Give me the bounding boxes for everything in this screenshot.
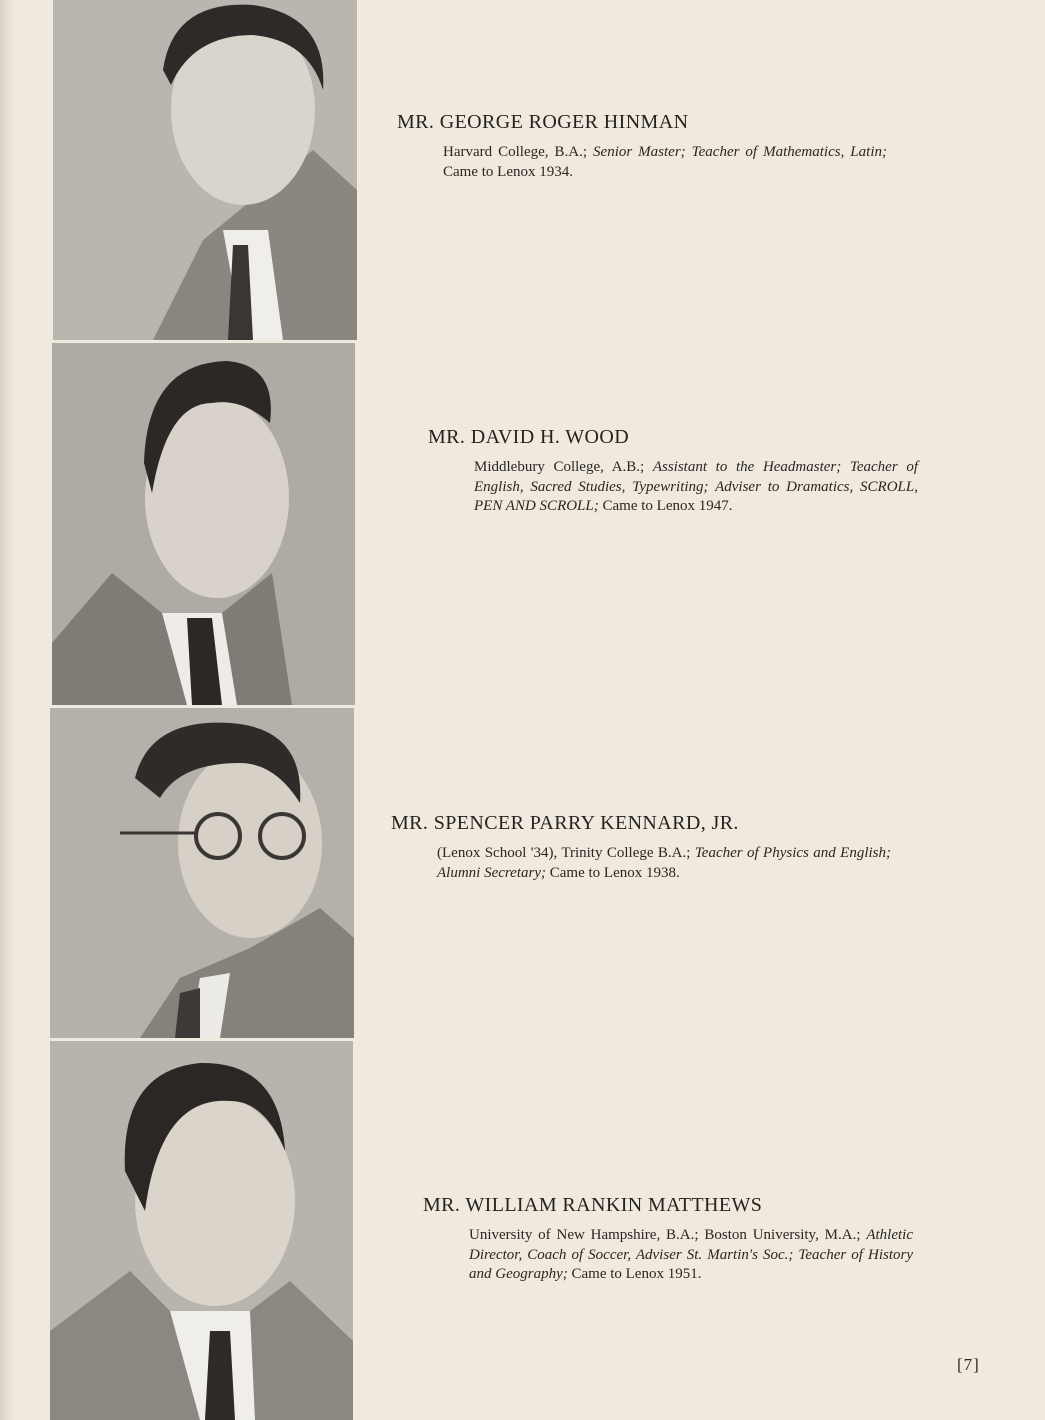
faculty-bio bbox=[469, 1226, 913, 1285]
bio-text-italic: Senior Master; Teacher of Mathematics, Latin; bbox=[593, 144, 887, 160]
faculty-bio bbox=[443, 143, 887, 182]
faculty-entry-1 bbox=[397, 111, 887, 182]
bio-text-italic: Assistant to the Headmaster; Teacher of English, Sacred Studies, Typewriting; Adviser to Dramatics, SCROLL, PEN AND SCROLL; bbox=[474, 459, 918, 514]
portrait-photo-hinman bbox=[53, 0, 357, 340]
bio-text: Came to Lenox 1938. bbox=[546, 864, 680, 881]
bio-text: (Lenox School '34), Trinity College B.A.; bbox=[437, 845, 695, 861]
bio-text: Came to Lenox 1947. bbox=[598, 498, 733, 514]
faculty-bio bbox=[474, 458, 918, 517]
bio-text-italic: Athletic Director, Coach of Soccer, Adviser St. Martin's Soc.; Teacher of History and Geography; bbox=[469, 1227, 913, 1282]
faculty-entry-2 bbox=[428, 426, 918, 517]
faculty-name: MR. SPENCER PARRY KENNARD, JR. bbox=[391, 812, 739, 834]
bio-text: Middlebury College, A.B.; bbox=[474, 459, 653, 475]
portrait-photo-matthews bbox=[50, 1041, 353, 1420]
bio-text-italic: Teacher of Physics and English; Alumni Secretary; bbox=[437, 845, 892, 881]
bio-text: Harvard College, B.A.; bbox=[443, 144, 594, 160]
faculty-name: MR. GEORGE ROGER HINMAN bbox=[397, 111, 689, 133]
bio-text: University of New Hampshire, B.A.; Boston University, M.A.; bbox=[469, 1227, 867, 1243]
faculty-entry-4 bbox=[423, 1194, 913, 1285]
portrait-photo-kennard bbox=[50, 708, 354, 1038]
faculty-bio bbox=[437, 844, 891, 883]
portrait-photo-wood bbox=[52, 343, 355, 705]
faculty-entry-3 bbox=[391, 812, 891, 883]
page-number: [7] bbox=[957, 1355, 980, 1374]
page-edge bbox=[0, 0, 14, 1420]
faculty-name: MR. DAVID H. WOOD bbox=[428, 426, 630, 448]
bio-text: Came to Lenox 1934. bbox=[443, 163, 573, 180]
faculty-name: MR. WILLIAM RANKIN MATTHEWS bbox=[423, 1194, 763, 1216]
bio-text: Came to Lenox 1951. bbox=[567, 1266, 702, 1282]
